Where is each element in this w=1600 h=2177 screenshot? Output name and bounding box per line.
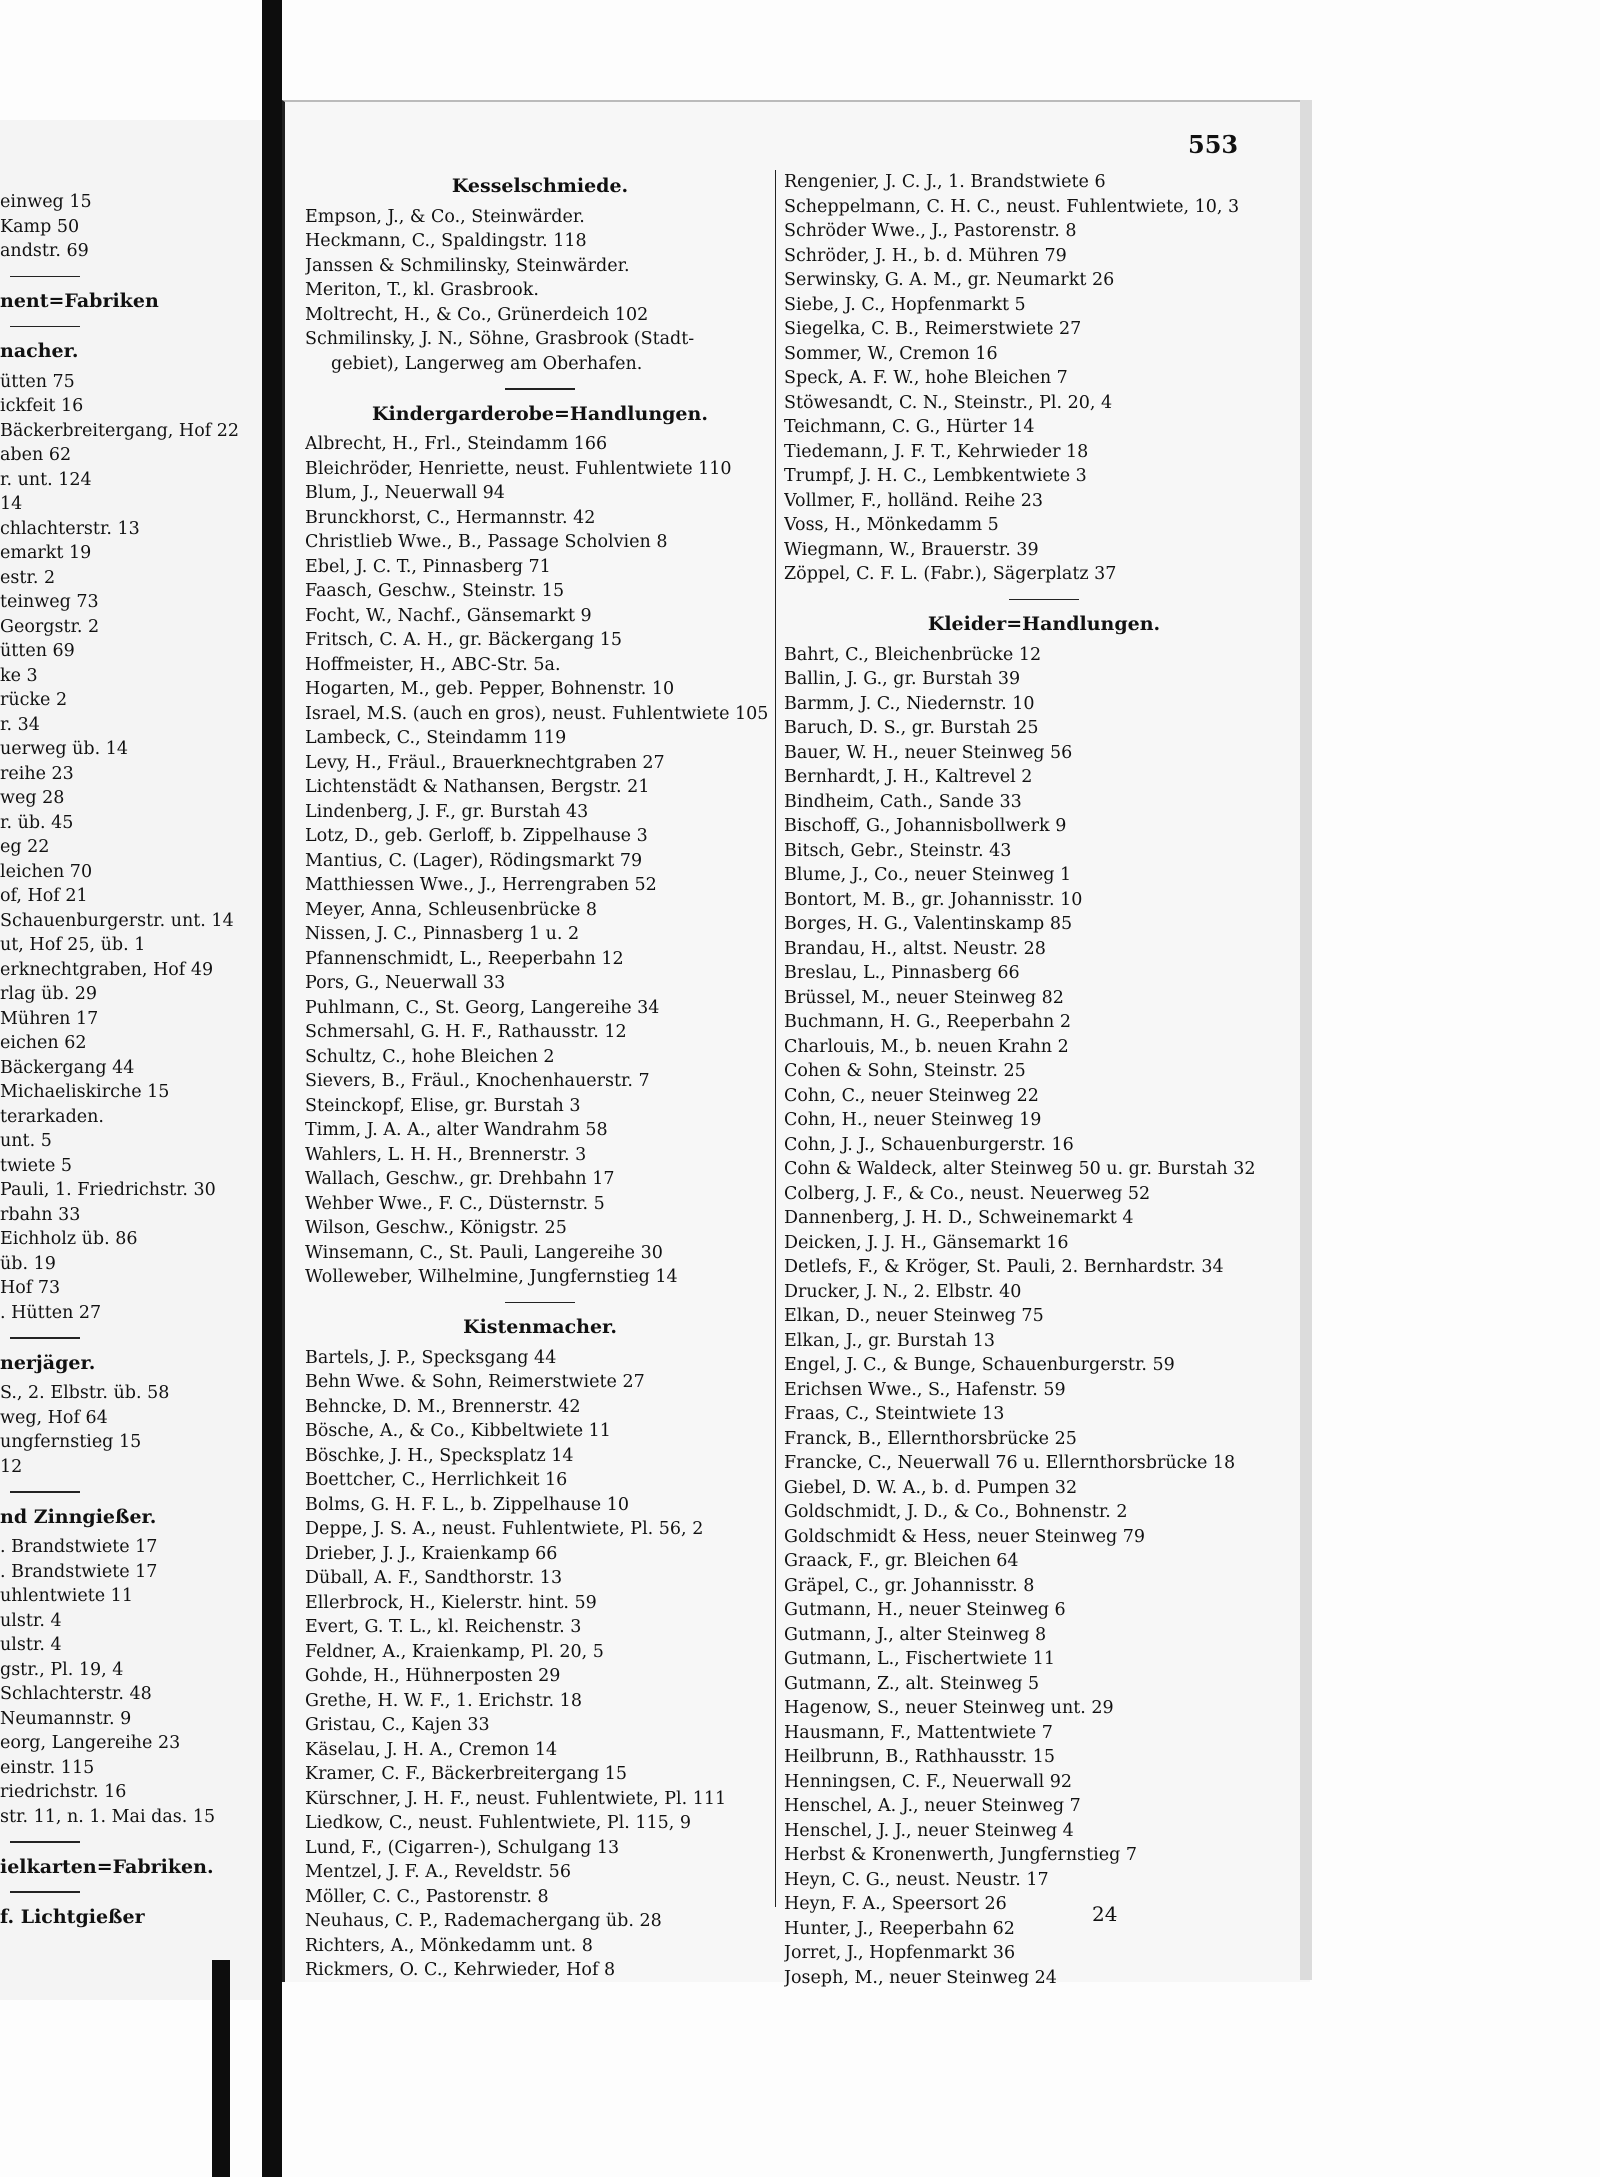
directory-entry: Lindenberg, J. F., gr. Burstah 43: [305, 801, 589, 822]
directory-entry: Empson, J., & Co., Steinwärder.: [305, 206, 585, 227]
directory-entry: Henningsen, C. F., Neuerwall 92: [784, 1771, 1073, 1792]
directory-entry: ulstr. 4: [0, 1610, 62, 1631]
directory-entry: 14: [0, 494, 23, 514]
directory-entry: Stöwesandt, C. N., Steinstr., Pl. 20, 4: [784, 392, 1113, 413]
directory-entry: Israel, M.S. (auch en gros), neust. Fuhlentwiete 105: [305, 703, 769, 724]
directory-entry: Mentzel, J. F. A., Reveldstr. 56: [305, 1862, 571, 1882]
directory-entry: of, Hof 21: [0, 886, 88, 906]
directory-entry: Grethe, H. W. F., 1. Erichstr. 18: [305, 1690, 582, 1711]
directory-entry: ulstr. 4: [0, 1635, 62, 1655]
directory-entry: Gristau, C., Kajen 33: [305, 1715, 490, 1735]
directory-entry: Hogarten, M., geb. Pepper, Bohnenstr. 10: [305, 679, 675, 699]
directory-entry: Gutmann, Z., alt. Steinweg 5: [784, 1673, 1040, 1694]
directory-entry: Jorret, J., Hopfenmarkt 36: [784, 1943, 1016, 1963]
directory-entry: Speck, A. F. W., hohe Bleichen 7: [784, 368, 1068, 388]
directory-entry: Elkan, D., neuer Steinweg 75: [784, 1306, 1044, 1326]
directory-entry: Francke, C., Neuerwall 76 u. Ellernthorsbrücke 18: [784, 1453, 1236, 1473]
directory-entry: Heilbrunn, B., Rathhausstr. 15: [784, 1747, 1055, 1767]
section-divider: [10, 1491, 80, 1493]
directory-entry: Gräpel, C., gr. Johannisstr. 8: [784, 1575, 1035, 1596]
directory-entry: Joseph, M., neuer Steinweg 24: [784, 1967, 1057, 1988]
directory-entry: Heyn, C. G., neust. Neustr. 17: [784, 1869, 1049, 1890]
directory-entry: . Brandstwiete 17: [0, 1537, 158, 1557]
directory-entry: Rengenier, J. C. J., 1. Brandstwiete 6: [784, 172, 1106, 192]
directory-entry: Schmersahl, G. H. F., Rathausstr. 12: [305, 1022, 627, 1042]
directory-entry: Heyn, F. A., Speersort 26: [784, 1894, 1007, 1914]
directory-entry: Böschke, J. H., Specksplatz 14: [305, 1445, 574, 1466]
directory-entry: Käselau, J. H. A., Cremon 14: [305, 1739, 558, 1760]
directory-entry: Meyer, Anna, Schleusenbrücke 8: [305, 899, 598, 920]
sheet-signature: 24: [1092, 1902, 1118, 1926]
section-heading: nent=Fabriken: [0, 290, 159, 312]
directory-entry: chlachterstr. 13: [0, 518, 140, 539]
directory-entry: Evert, G. T. L., kl. Reichenstr. 3: [305, 1617, 582, 1637]
directory-entry: Hunter, J., Reeperbahn 62: [784, 1918, 1015, 1939]
section-heading: ielkarten=Fabriken.: [0, 1855, 214, 1878]
directory-entry: Cohn, H., neuer Steinweg 19: [784, 1110, 1042, 1130]
directory-entry: ut, Hof 25, üb. 1: [0, 935, 146, 955]
directory-entry: Dannenberg, J. H. D., Schweinemarkt 4: [784, 1208, 1134, 1228]
directory-entry: Graack, F., gr. Bleichen 64: [784, 1551, 1019, 1571]
directory-entry: Brüssel, M., neuer Steinweg 82: [784, 987, 1064, 1008]
directory-entry: einweg 15: [0, 192, 92, 212]
directory-entry: unt. 5: [0, 1131, 52, 1151]
directory-entry: Möller, C. C., Pastorenstr. 8: [305, 1886, 549, 1907]
directory-entry: Hausmann, F., Mattentwiete 7: [784, 1722, 1053, 1743]
directory-entry: Michaeliskirche 15: [0, 1082, 170, 1102]
directory-entry: Winsemann, C., St. Pauli, Langereihe 30: [305, 1242, 663, 1263]
section-heading: Kesselschmiede.: [451, 175, 629, 197]
directory-column-left: [305, 170, 775, 1983]
directory-entry: Cohn, C., neuer Steinweg 22: [784, 1085, 1039, 1106]
directory-entry: Wallach, Geschw., gr. Drehbahn 17: [305, 1169, 615, 1189]
directory-entry: Georgstr. 2: [0, 616, 100, 637]
directory-entry: . Hütten 27: [0, 1302, 102, 1323]
directory-entry: teinweg 73: [0, 592, 99, 612]
directory-entry: Eichholz üb. 86: [0, 1229, 138, 1249]
section-divider: [1009, 599, 1079, 601]
directory-entry: Liedkow, C., neust. Fuhlentwiete, Pl. 115, 9: [305, 1813, 691, 1833]
directory-entry: Goldschmidt, J. D., & Co., Bohnenstr. 2: [784, 1502, 1128, 1522]
directory-entry: Düball, A. F., Sandthorstr. 13: [305, 1568, 563, 1588]
directory-entry: Fritsch, C. A. H., gr. Bäckergang 15: [305, 630, 623, 650]
directory-entry: Behn Wwe. & Sohn, Reimerstwiete 27: [305, 1372, 645, 1392]
directory-entry: estr. 2: [0, 567, 56, 588]
directory-entry: gebiet), Langerweg am Oberhafen.: [331, 353, 643, 374]
binding-strip-lower: [212, 1960, 230, 2177]
directory-entry: str. 11, n. 1. Mai das. 15: [0, 1806, 216, 1827]
directory-entry: Lambeck, C., Steindamm 119: [305, 728, 567, 748]
directory-entry: Henschel, A. J., neuer Steinweg 7: [784, 1796, 1081, 1816]
directory-entry: Breslau, L., Pinnasberg 66: [784, 963, 1020, 983]
directory-entry: Pfannenschmidt, L., Reeperbahn 12: [305, 948, 624, 969]
directory-entry: Erichsen Wwe., S., Hafenstr. 59: [784, 1379, 1066, 1400]
directory-entry: Colberg, J. F., & Co., neust. Neuerweg 52: [784, 1183, 1151, 1204]
directory-entry: Bäckergang 44: [0, 1057, 135, 1078]
directory-entry: Buchmann, H. G., Reeperbahn 2: [784, 1012, 1072, 1032]
directory-entry: Wolleweber, Wilhelmine, Jungfernstieg 14: [305, 1267, 678, 1287]
section-divider: [505, 1302, 575, 1304]
directory-entry: Schlachterstr. 48: [0, 1684, 152, 1704]
directory-entry: Rickmers, O. C., Kehrwieder, Hof 8: [305, 1960, 616, 1980]
section-divider: [10, 326, 80, 328]
directory-entry: Neumannstr. 9: [0, 1708, 132, 1729]
directory-entry: Focht, W., Nachf., Gänsemarkt 9: [305, 605, 592, 626]
directory-entry: terarkaden.: [0, 1106, 104, 1127]
directory-entry: Henschel, J. J., neuer Steinweg 4: [784, 1820, 1074, 1841]
directory-entry: Steinckopf, Elise, gr. Burstah 3: [305, 1095, 581, 1116]
directory-entry: Engel, J. C., & Bunge, Schauenburgerstr. 59: [784, 1355, 1175, 1375]
directory-entry: r. unt. 124: [0, 469, 92, 490]
directory-entry: Hof 73: [0, 1278, 61, 1298]
directory-entry: Neuhaus, C. P., Rademachergang üb. 28: [305, 1911, 662, 1931]
directory-entry: Franck, B., Ellernthorsbrücke 25: [784, 1428, 1077, 1449]
directory-entry: Moltrecht, H., & Co., Grünerdeich 102: [305, 304, 649, 325]
section-divider: [505, 388, 575, 390]
directory-entry: Feldner, A., Kraienkamp, Pl. 20, 5: [305, 1641, 604, 1662]
directory-entry: Fraas, C., Steintwiete 13: [784, 1404, 1005, 1424]
directory-entry: Gutmann, J., alter Steinweg 8: [784, 1624, 1047, 1645]
directory-entry: Puhlmann, C., St. Georg, Langereihe 34: [305, 997, 660, 1018]
directory-entry: Blume, J., Co., neuer Steinweg 1: [784, 865, 1072, 885]
directory-entry: Bahrt, C., Bleichenbrücke 12: [784, 644, 1042, 665]
directory-entry: rbahn 33: [0, 1204, 81, 1225]
directory-entry: Drieber, J. J., Kraienkamp 66: [305, 1543, 558, 1564]
directory-entry: Bolms, G. H. F. L., b. Zippelhause 10: [305, 1494, 629, 1515]
directory-entry: Matthiessen Wwe., J., Herrengraben 52: [305, 875, 657, 895]
directory-entry: einstr. 115: [0, 1757, 95, 1778]
directory-entry: Gutmann, H., neuer Steinweg 6: [784, 1600, 1066, 1620]
section-heading: Kleider=Handlungen.: [927, 613, 1161, 635]
directory-entry: üb. 19: [0, 1253, 56, 1274]
directory-entry: ütten 75: [0, 371, 75, 392]
directory-entry: ke 3: [0, 665, 38, 686]
directory-entry: Herbst & Kronenwerth, Jungfernstieg 7: [784, 1845, 1137, 1865]
directory-entry: Serwinsky, G. A. M., gr. Neumarkt 26: [784, 270, 1115, 290]
directory-entry: Borges, H. G., Valentinskamp 85: [784, 914, 1073, 934]
directory-entry: rlag üb. 29: [0, 984, 98, 1004]
directory-entry: twiete 5: [0, 1155, 73, 1176]
directory-entry: Elkan, J., gr. Burstah 13: [784, 1330, 995, 1351]
section-heading: Kindergarderobe=Handlungen.: [372, 402, 708, 425]
directory-entry: uhlentwiete 11: [0, 1586, 133, 1606]
section-heading: f. Lichtgießer: [0, 1905, 145, 1928]
directory-entry: Bäckerbreitergang, Hof 22: [0, 420, 240, 441]
directory-entry: Kramer, C. F., Bäckerbreitergang 15: [305, 1764, 628, 1784]
section-divider: [10, 1841, 80, 1843]
section-heading: nacher.: [0, 340, 79, 362]
directory-entry: Gutmann, L., Fischertwiete 11: [784, 1649, 1055, 1669]
directory-entry: Cohn, J. J., Schauenburgerstr. 16: [784, 1134, 1074, 1155]
directory-entry: Sievers, B., Fräul., Knochenhauerstr. 7: [305, 1071, 650, 1091]
directory-entry: Cohn & Waldeck, alter Steinweg 50 u. gr. Burstah 32: [784, 1159, 1256, 1179]
directory-entry: Bindheim, Cath., Sande 33: [784, 791, 1022, 812]
directory-entry: Lotz, D., geb. Gerloff, b. Zippelhause 3: [305, 826, 648, 846]
directory-entry: . Brandstwiete 17: [0, 1561, 158, 1582]
page-number: 553: [1188, 130, 1239, 159]
directory-entry: Lund, F., (Cigarren-), Schulgang 13: [305, 1837, 620, 1858]
directory-entry: S., 2. Elbstr. üb. 58: [0, 1383, 170, 1403]
directory-entry: Schröder Wwe., J., Pastorenstr. 8: [784, 221, 1077, 241]
directory-entry: Hoffmeister, H., ABC-Str. 5a.: [305, 654, 561, 675]
directory-entry: Bitsch, Gebr., Steinstr. 43: [784, 840, 1012, 861]
directory-entry: Trumpf, J. H. C., Lembkentwiete 3: [784, 466, 1087, 486]
directory-entry: uerweg üb. 14: [0, 739, 128, 759]
directory-entry: leichen 70: [0, 861, 93, 882]
directory-entry: Ballin, J. G., gr. Burstah 39: [784, 669, 1021, 689]
directory-entry: Faasch, Geschw., Steinstr. 15: [305, 581, 565, 601]
directory-entry: Christlieb Wwe., B., Passage Scholvien 8: [305, 532, 668, 552]
directory-entry: Drucker, J. N., 2. Elbstr. 40: [784, 1281, 1022, 1302]
directory-entry: Timm, J. A. A., alter Wandrahm 58: [305, 1120, 608, 1140]
directory-entry: andstr. 69: [0, 241, 89, 261]
directory-entry: Gohde, H., Hühnerposten 29: [305, 1666, 561, 1686]
directory-entry: Sommer, W., Cremon 16: [784, 343, 998, 364]
directory-entry: r. üb. 45: [0, 812, 74, 833]
directory-entry: Levy, H., Fräul., Brauerknechtgraben 27: [305, 752, 665, 773]
directory-entry: Albrecht, H., Frl., Steindamm 166: [305, 434, 608, 454]
directory-entry: Schultz, C., hohe Bleichen 2: [305, 1046, 555, 1067]
directory-entry: Siebe, J. C., Hopfenmarkt 5: [784, 294, 1026, 315]
directory-entry: rücke 2: [0, 690, 68, 710]
directory-entry: erknechtgraben, Hof 49: [0, 959, 214, 980]
directory-entry: Bauer, W. H., neuer Steinweg 56: [784, 742, 1073, 763]
directory-entry: eg 22: [0, 837, 50, 857]
directory-entry: aben 62: [0, 445, 72, 465]
directory-entry: Schmilinsky, J. N., Söhne, Grasbrook (Stadt-: [305, 329, 695, 349]
directory-entry: Bösche, A., & Co., Kibbeltwiete 11: [305, 1421, 611, 1441]
directory-entry: Blum, J., Neuerwall 94: [305, 483, 505, 503]
section-heading: nerjäger.: [0, 1351, 96, 1374]
directory-entry: Tiedemann, J. F. T., Kehrwieder 18: [784, 441, 1089, 462]
directory-entry: Bontort, M. B., gr. Johannisstr. 10: [784, 889, 1083, 910]
directory-entry: Zöppel, C. F. L. (Fabr.), Sägerplatz 37: [784, 564, 1117, 584]
directory-entry: Wehber Wwe., F. C., Düsternstr. 5: [305, 1193, 605, 1214]
directory-entry: Hagenow, S., neuer Steinweg unt. 29: [784, 1698, 1114, 1718]
directory-entry: Brunckhorst, C., Hermannstr. 42: [305, 507, 596, 528]
directory-entry: Ebel, J. C. T., Pinnasberg 71: [305, 556, 551, 577]
directory-entry: weg, Hof 64: [0, 1407, 108, 1428]
directory-entry: Bartels, J. P., Specksgang 44: [305, 1347, 557, 1368]
directory-entry: Goldschmidt & Hess, neuer Steinweg 79: [784, 1526, 1145, 1547]
section-divider: [10, 1337, 80, 1339]
directory-entry: Siegelka, C. B., Reimerstwiete 27: [784, 319, 1082, 339]
directory-entry: gstr., Pl. 19, 4: [0, 1659, 124, 1680]
directory-entry: Kürschner, J. H. F., neust. Fuhlentwiete, Pl. 111: [305, 1788, 727, 1809]
directory-entry: Wilson, Geschw., Königstr. 25: [305, 1218, 567, 1238]
section-divider: [10, 1891, 80, 1893]
directory-entry: Meriton, T., kl. Grasbrook.: [305, 280, 539, 300]
directory-entry: Ellerbrock, H., Kielerstr. hint. 59: [305, 1592, 597, 1613]
directory-entry: Barmm, J. C., Niedernstr. 10: [784, 693, 1035, 714]
directory-entry: Bernhardt, J. H., Kaltrevel 2: [784, 767, 1033, 787]
directory-entry: Wahlers, L. H. H., Brennerstr. 3: [305, 1144, 587, 1165]
section-heading: nd Zinngießer.: [0, 1505, 157, 1528]
directory-entry: Deppe, J. S. A., neust. Fuhlentwiete, Pl. 56, 2: [305, 1519, 704, 1539]
directory-entry: Vollmer, F., holländ. Reihe 23: [784, 490, 1044, 511]
directory-entry: Richters, A., Mönkedamm unt. 8: [305, 1935, 593, 1956]
directory-entry: Janssen & Schmilinsky, Steinwärder.: [305, 255, 630, 276]
directory-entry: ungfernstieg 15: [0, 1432, 142, 1452]
directory-entry: Pors, G., Neuerwall 33: [305, 973, 506, 993]
directory-entry: Schröder, J. H., b. d. Mühren 79: [784, 245, 1067, 266]
directory-column-right: [775, 170, 1304, 1988]
directory-entry: Detlefs, F., & Kröger, St. Pauli, 2. Bernhardstr. 34: [784, 1257, 1224, 1277]
directory-entry: emarkt 19: [0, 543, 92, 563]
directory-entry: Charlouis, M., b. neuen Krahn 2: [784, 1036, 1069, 1057]
directory-entry: 12: [0, 1456, 23, 1477]
directory-entry: weg 28: [0, 788, 65, 808]
directory-entry: Kamp 50: [0, 216, 80, 237]
directory-entry: Mantius, C. (Lager), Rödingsmarkt 79: [305, 850, 643, 871]
directory-entry: Behncke, D. M., Brennerstr. 42: [305, 1396, 581, 1417]
directory-entry: Bleichröder, Henriette, neust. Fuhlentwiete 110: [305, 458, 732, 479]
section-heading: Kistenmacher.: [463, 1316, 617, 1338]
directory-entry: Voss, H., Mönkedamm 5: [784, 515, 999, 535]
directory-entry: Pauli, 1. Friedrichstr. 30: [0, 1180, 216, 1200]
directory-entry: Boettcher, C., Herrlichkeit 16: [305, 1470, 568, 1490]
directory-entry: Giebel, D. W. A., b. d. Pumpen 32: [784, 1477, 1078, 1498]
directory-entry: Baruch, D. S., gr. Burstah 25: [784, 718, 1039, 738]
directory-entry: Brandau, H., altst. Neustr. 28: [784, 938, 1046, 959]
directory-entry: eorg, Langereihe 23: [0, 1733, 181, 1753]
directory-entry: Heckmann, C., Spaldingstr. 118: [305, 231, 587, 251]
directory-entry: Cohen & Sohn, Steinstr. 25: [784, 1061, 1026, 1081]
left-page-column: [0, 190, 250, 1935]
directory-entry: Wiegmann, W., Brauerstr. 39: [784, 539, 1039, 560]
directory-entry: eichen 62: [0, 1033, 87, 1053]
directory-entry: r. 34: [0, 714, 40, 735]
binding-strip: [262, 0, 282, 2177]
directory-entry: Deicken, J. J. H., Gänsemarkt 16: [784, 1232, 1069, 1253]
directory-entry: riedrichstr. 16: [0, 1782, 127, 1802]
directory-entry: Nissen, J. C., Pinnasberg 1 u. 2: [305, 924, 580, 944]
directory-entry: Schauenburgerstr. unt. 14: [0, 910, 234, 931]
directory-entry: Teichmann, C. G., Hürter 14: [784, 417, 1035, 437]
directory-entry: reihe 23: [0, 763, 74, 784]
directory-entry: Scheppelmann, C. H. C., neust. Fuhlentwiete, 10, 3: [784, 196, 1240, 217]
section-divider: [10, 276, 80, 278]
directory-entry: ütten 69: [0, 641, 75, 661]
directory-entry: Bischoff, G., Johannisbollwerk 9: [784, 816, 1067, 836]
directory-entry: Mühren 17: [0, 1008, 99, 1029]
directory-entry: ickfeit 16: [0, 396, 84, 416]
directory-entry: Lichtenstädt & Nathansen, Bergstr. 21: [305, 777, 650, 797]
